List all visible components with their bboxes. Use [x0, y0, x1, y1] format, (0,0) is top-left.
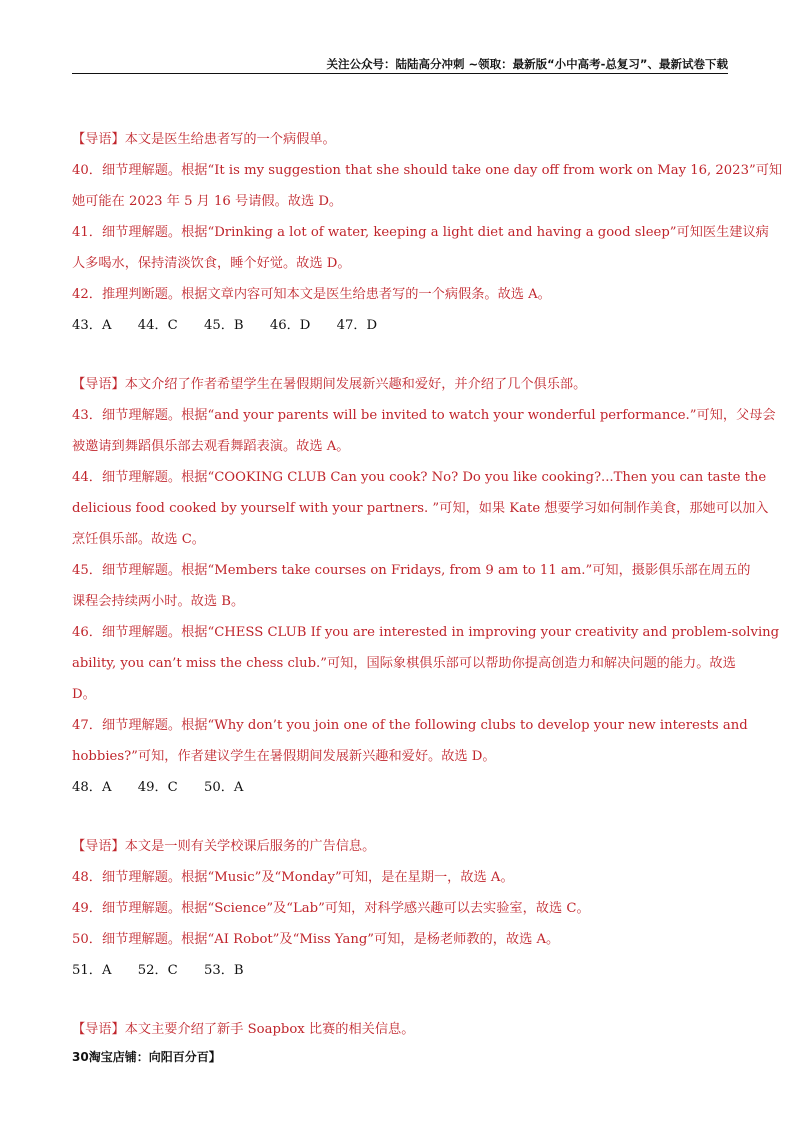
explanation-line: 40．细节理解题。根据“It is my suggestion that she should take one day off from work on May 16, 2023”可知 — [72, 163, 783, 178]
explanation-line: D。 — [72, 687, 96, 702]
explanation-line: ability, you can’t miss the chess club.”可知，国际象棋俱乐部可以帮助你提高创造力和解决问题的能力。故选 — [72, 656, 736, 671]
answer-key-row — [72, 772, 732, 803]
section-gap — [72, 341, 732, 369]
explanation-line: 人多喝水，保持清淡饮食，睡个好觉。故选 D。 — [72, 256, 351, 271]
explanation-line: 烹饪俱乐部。故选 C。 — [72, 532, 205, 547]
section-gap — [72, 803, 732, 831]
explanation-line: 41．细节理解题。根据“Drinking a lot of water, keeping a light diet and having a good sleep”可知医生建议病 — [72, 225, 769, 240]
explanation-line: 43．细节理解题。根据“and your parents will be invited to watch your wonderful performance.”可知，父母会 — [72, 408, 776, 423]
answer-item: 53．B — [203, 963, 244, 978]
explanation-line: 她可能在 2023 年 5 月 16 号请假。故选 D。 — [72, 194, 343, 209]
explanation-line: 48．细节理解题。根据“Music”及“Monday”可知，是在星期一，故选 A。 — [72, 870, 514, 885]
header-divider — [72, 73, 728, 74]
passage-section — [72, 831, 732, 986]
answer-key-row — [72, 310, 732, 341]
answer-item: 51．A — [72, 963, 112, 978]
passage-section — [72, 124, 783, 341]
guide-text: 【导语】本文介绍了作者希望学生在暑假期间发展新兴趣和爱好，并介绍了几个俱乐部。 — [72, 377, 587, 392]
explanation-line: 被邀请到舞蹈俱乐部去观看舞蹈表演。故选 A。 — [72, 439, 350, 454]
answer-item: 48．A — [72, 780, 112, 795]
explanation-line: delicious food cooked by yourself with your partners. ”可知，如果 Kate 想要学习如何制作美食，那她可以加入 — [72, 501, 769, 516]
explanation-line: 45．细节理解题。根据“Members take courses on Fridays, from 9 am to 11 am.”可知，摄影俱乐部在周五的 — [72, 563, 751, 578]
guide-text: 【导语】本文是一则有关学校课后服务的广告信息。 — [72, 839, 376, 854]
answer-item: 43．A — [72, 318, 112, 333]
page-header: 关注公众号：陆陆高分冲刺 ~领取：最新版“小中高考-总复习”、最新试卷下载 — [326, 57, 728, 71]
page-footer: 30淘宝店铺：向阳百分百】 — [72, 1050, 221, 1064]
section-gap — [72, 986, 732, 1014]
explanation-line: 44．细节理解题。根据“COOKING CLUB Can you cook? No? Do you like cooking?...Then you can taste the — [72, 470, 767, 485]
answer-item: 47．D — [336, 318, 378, 333]
guide-text: 【导语】本文主要介绍了新手 Soapbox 比赛的相关信息。 — [72, 1022, 415, 1037]
answer-item: 49．C — [137, 780, 178, 795]
answer-item: 50．A — [203, 780, 244, 795]
explanation-line: 47．细节理解题。根据“Why don’t you join one of the following clubs to develop your new interests and — [72, 718, 748, 733]
passage-section — [72, 369, 780, 803]
explanation-line: 49．细节理解题。根据“Science”及“Lab”可知，对科学感兴趣可以去实验室，故选 C。 — [72, 901, 590, 916]
guide-text: 【导语】本文是医生给患者写的一个病假单。 — [72, 132, 336, 147]
answer-key-row — [72, 955, 732, 986]
explanation-line: 46．细节理解题。根据“CHESS CLUB If you are interested in improving your creativity and problem-solving — [72, 625, 780, 640]
answer-explanations — [72, 124, 783, 1045]
explanation-line: hobbies?”可知，作者建议学生在暑假期间发展新兴趣和爱好。故选 D。 — [72, 749, 496, 764]
passage-section — [72, 1014, 732, 1045]
answer-item: 46．D — [269, 318, 311, 333]
explanation-line: 50．细节理解题。根据“AI Robot”及“Miss Yang”可知，是杨老师教的，故选 A。 — [72, 932, 560, 947]
explanation-line: 42．推理判断题。根据文章内容可知本文是医生给患者写的一个病假条。故选 A。 — [72, 287, 551, 302]
answer-item: 45．B — [203, 318, 244, 333]
answer-item: 44．C — [137, 318, 178, 333]
explanation-line: 课程会持续两小时。故选 B。 — [72, 594, 245, 609]
answer-item: 52．C — [137, 963, 178, 978]
